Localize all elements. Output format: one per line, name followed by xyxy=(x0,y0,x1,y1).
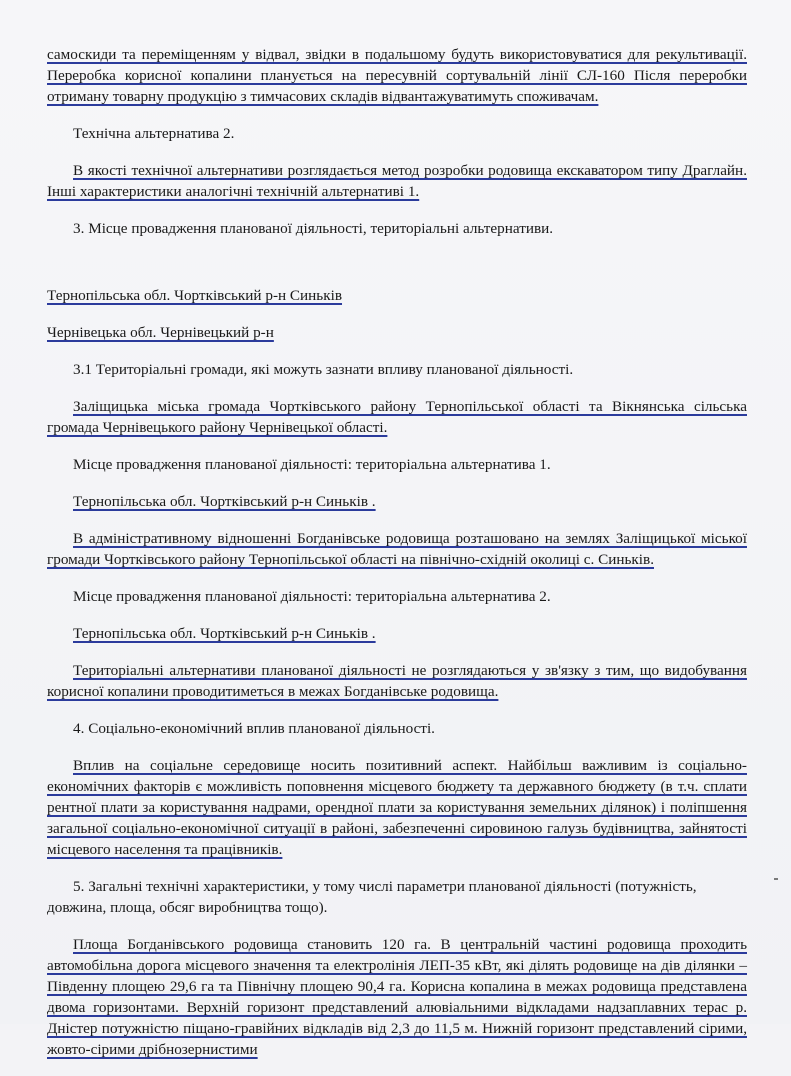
heading-territorial-alternative-2: Місце провадження планованої діяльності: територіальна альтернатива 2. xyxy=(73,588,551,605)
location-alt-2: Тернопільська обл. Чортківський р-н Синьків . xyxy=(73,625,376,642)
paragraph-alternatives-not-considered: Територіальні альтернативи планованої діяльності не розглядаються у зв'язку з тим, що видобування корисної копалини проводитиметься в межах Богданівське родовища. xyxy=(47,662,747,700)
heading-territorial-alternative-1: Місце провадження планованої діяльності: територіальна альтернатива 1. xyxy=(73,456,551,473)
scan-speck xyxy=(774,878,778,880)
heading-section-3-1: 3.1 Територіальні громади, які можуть зазнати впливу планованої діяльності. xyxy=(73,361,574,378)
paragraph-dragline-method: В якості технічної альтернативи розглядається метод розробки родовища екскаватором типу Драглайн. Інші характеристики аналогічні технічній альтернативі 1. xyxy=(47,162,747,200)
heading-section-3: 3. Місце провадження планованої діяльності, територіальні альтернативи. xyxy=(73,220,554,237)
heading-section-5: 5. Загальні технічні характеристики, у тому числі параметри планованої діяльності (потужність, довжина, площа, обсяг виробництва тощо). xyxy=(47,878,697,916)
location-chernivtsi: Чернівецька обл. Чернівецький р-н xyxy=(47,324,274,341)
paragraph-communities: Заліщицька міська громада Чортківського району Тернопільської області та Вікнянська сільська громада Чернівецького району Чернівецької області. xyxy=(47,398,747,436)
paragraph-deposit-area: Площа Богданівського родовища становить 120 га. В центральній частині родовища проходить автомобільна дорога місцевого значення та електролінія ЛЕП-35 кВт, які ділять родовище на дів ділянки – Південну площею 29,6 га та Північну площею 90,4 га. Корисна копалина в межах родовища представлена двома горизонтами. Верхній горизонт представлений алювіальними відкладами надзаплавних терас р. Дністер потужністю піщано-гравійних відкладів від 2,3 до 11,5 м. Нижній горизонт представлений сірими, жовто-сірими дрібнозернистими xyxy=(47,936,747,1058)
blank-gap xyxy=(47,255,747,285)
paragraph-administrative-location: В адміністративному відношенні Богданівське родовища розташовано на землях Заліщицької міської громади Чортківського району Тернопільської області на північно-східній околиці с. Синьків. xyxy=(47,530,747,568)
document-body xyxy=(47,44,747,1076)
heading-section-4: 4. Соціально-економічний вплив планованої діяльності. xyxy=(73,720,435,737)
location-alt-1: Тернопільська обл. Чортківський р-н Синьків . xyxy=(73,493,376,510)
location-ternopil: Тернопільська обл. Чортківський р-н Синьків xyxy=(47,287,343,304)
heading-technical-alternative-2: Технічна альтернатива 2. xyxy=(73,125,235,142)
paragraph-extraction-process: самоскиди та переміщенням у відвал, звідки в подальшому будуть використовуватися для рекультивації. Переробка корисної копалини планується на пересувній сортувальній лінії СЛ-160 Після переробки отриману товарну продукцію з тимчасових складів відвантажуватимуть споживачам. xyxy=(47,46,747,105)
paragraph-social-impact: Вплив на соціальне середовище носить позитивний аспект. Найбільш важливим із соціально-економічних факторів є можливість поповнення місцевого бюджету та державного бюджету (в т.ч. сплати рентної плати за користування надрами, орендної плати за користування земельних ділянок) і поліпшення загальної соціально-економічної ситуації в районі, забезпеченні сировиною галузь будівництва, зайнятості місцевого населення та працівників. xyxy=(47,757,747,858)
